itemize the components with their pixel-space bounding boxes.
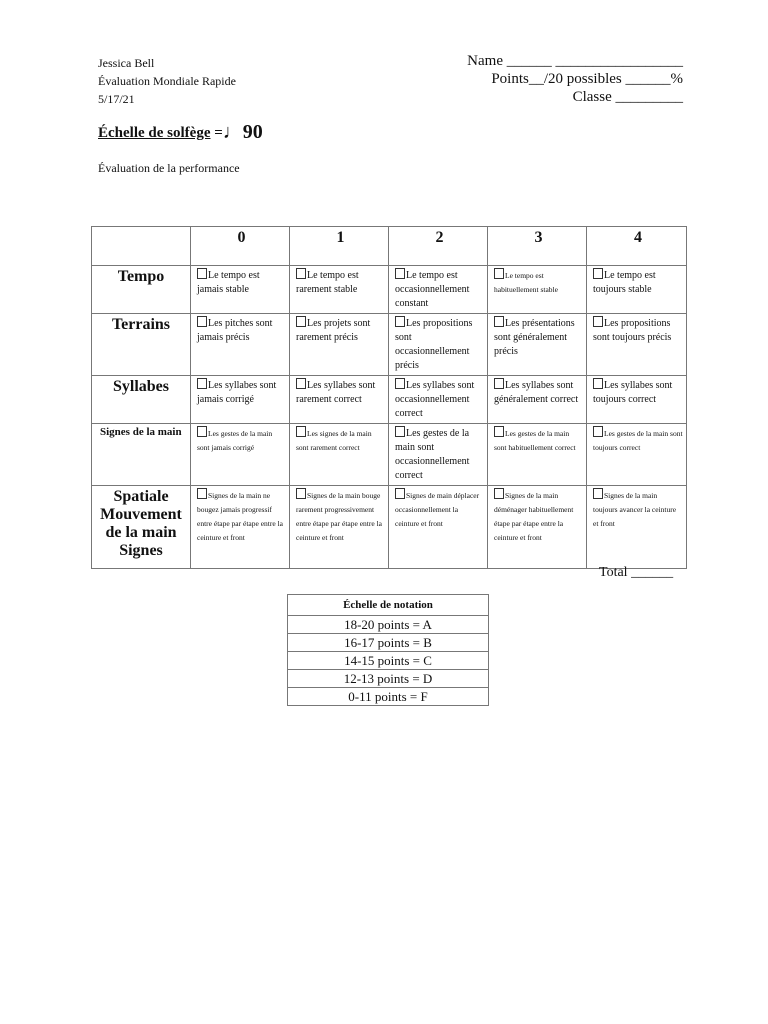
rubric-cell[interactable]: Les syllabes sont jamais corrigé bbox=[191, 376, 290, 424]
page-title bbox=[98, 120, 263, 143]
level-3: 3 bbox=[488, 227, 587, 266]
checkbox-icon[interactable] bbox=[494, 488, 504, 499]
grade-row: 18-20 points = A bbox=[288, 616, 489, 634]
class-field[interactable]: Classe _________ bbox=[572, 89, 683, 105]
grading-scale-table bbox=[287, 594, 489, 706]
checkbox-icon[interactable] bbox=[593, 378, 603, 389]
checkbox-icon[interactable] bbox=[197, 268, 207, 279]
criterion-spatial-movement: Spatiale Mouvement de la main Signes bbox=[92, 486, 191, 569]
student-info bbox=[98, 54, 236, 108]
checkbox-icon[interactable] bbox=[296, 426, 306, 437]
name-field[interactable]: Name ______ _________________ bbox=[467, 53, 683, 69]
rubric-cell[interactable]: Signes de main déplacer occasionnellement la ceinture et front bbox=[389, 486, 488, 569]
rubric-cell[interactable]: Les propositions sont occasionnellement précis bbox=[389, 314, 488, 376]
checkbox-icon[interactable] bbox=[197, 488, 207, 499]
rubric-row-tempo bbox=[92, 266, 687, 314]
checkbox-icon[interactable] bbox=[197, 316, 207, 327]
rubric-cell[interactable]: Les signes de la main sont rarement correct bbox=[290, 424, 389, 486]
rubric-cell[interactable]: Le tempo est jamais stable bbox=[191, 266, 290, 314]
points-field[interactable]: Points__/20 possibles ______% bbox=[491, 71, 683, 87]
checkbox-icon[interactable] bbox=[296, 268, 306, 279]
rubric-cell[interactable]: Les propositions sont toujours précis bbox=[587, 314, 687, 376]
grade-row: 12-13 points = D bbox=[288, 670, 489, 688]
rubric-row-hand-signs bbox=[92, 424, 687, 486]
checkbox-icon[interactable] bbox=[494, 378, 504, 389]
student-name: Jessica Bell bbox=[98, 56, 155, 70]
checkbox-icon[interactable] bbox=[494, 268, 504, 279]
rubric-cell[interactable]: Les gestes de la main sont habituellement correct bbox=[488, 424, 587, 486]
rubric-cell[interactable]: Le tempo est rarement stable bbox=[290, 266, 389, 314]
checkbox-icon[interactable] bbox=[296, 316, 306, 327]
checkbox-icon[interactable] bbox=[593, 426, 603, 437]
grade-row: 14-15 points = C bbox=[288, 652, 489, 670]
rubric-cell[interactable]: Signes de la main ne bougez jamais progressif entre étape par étape entre la ceinture et front bbox=[191, 486, 290, 569]
rubric-cell[interactable]: Signes de la main toujours avancer la ceinture et front bbox=[587, 486, 687, 569]
checkbox-icon[interactable] bbox=[395, 378, 405, 389]
checkbox-icon[interactable] bbox=[197, 426, 207, 437]
checkbox-icon[interactable] bbox=[395, 268, 405, 279]
tempo-equals: = bbox=[210, 125, 223, 141]
level-2: 2 bbox=[389, 227, 488, 266]
criterion-hand-signs: Signes de la main bbox=[92, 424, 191, 486]
assessment-name: Évaluation Mondiale Rapide bbox=[98, 74, 236, 88]
rubric-cell[interactable]: Les gestes de la main sont toujours correct bbox=[587, 424, 687, 486]
rubric-cell[interactable]: Les présentations sont généralement précis bbox=[488, 314, 587, 376]
rubric-cell[interactable]: Le tempo est habituellement stable bbox=[488, 266, 587, 314]
rubric-cell[interactable]: Signes de la main déménager habituellement étape par étape entre la ceinture et front bbox=[488, 486, 587, 569]
criterion-syllabes: Syllabes bbox=[92, 376, 191, 424]
rubric-cell[interactable]: Le tempo est toujours stable bbox=[587, 266, 687, 314]
rubric-row-syllabes bbox=[92, 376, 687, 424]
rubric-cell[interactable]: Les gestes de la main sont occasionnellement correct bbox=[389, 424, 488, 486]
checkbox-icon[interactable] bbox=[296, 488, 306, 499]
checkbox-icon[interactable] bbox=[296, 378, 306, 389]
assessment-date: 5/17/21 bbox=[98, 92, 135, 106]
rubric-cell[interactable]: Le tempo est occasionnellement constant bbox=[389, 266, 488, 314]
rubric-cell[interactable]: Les syllabes sont rarement correct bbox=[290, 376, 389, 424]
grade-row: 0-11 points = F bbox=[288, 688, 489, 706]
rubric-corner bbox=[92, 227, 191, 266]
rubric-header-row bbox=[92, 227, 687, 266]
tempo-bpm: 90 bbox=[242, 121, 263, 143]
criterion-terrains: Terrains bbox=[92, 314, 191, 376]
rubric-cell[interactable]: Les syllabes sont occasionnellement correct bbox=[389, 376, 488, 424]
rubric-table bbox=[91, 226, 687, 569]
level-1: 1 bbox=[290, 227, 389, 266]
rubric-cell[interactable]: Les gestes de la main sont jamais corrigé bbox=[191, 424, 290, 486]
rubric-row-spatial bbox=[92, 486, 687, 569]
level-4: 4 bbox=[587, 227, 687, 266]
grade-row: 16-17 points = B bbox=[288, 634, 489, 652]
rubric-cell[interactable]: Les pitches sont jamais précis bbox=[191, 314, 290, 376]
level-0: 0 bbox=[191, 227, 290, 266]
checkbox-icon[interactable] bbox=[395, 488, 405, 499]
title-text: Échelle de solfège bbox=[98, 125, 211, 141]
checkbox-icon[interactable] bbox=[593, 316, 603, 327]
rubric-cell[interactable]: Signes de la main bouge rarement progressivement entre étape par étape entre la ceinture et front bbox=[290, 486, 389, 569]
rubric-cell[interactable]: Les syllabes sont généralement correct bbox=[488, 376, 587, 424]
checkbox-icon[interactable] bbox=[593, 268, 603, 279]
rubric-cell[interactable]: Les projets sont rarement précis bbox=[290, 314, 389, 376]
total-field[interactable]: Total ______ bbox=[599, 565, 674, 580]
checkbox-icon[interactable] bbox=[197, 378, 207, 389]
checkbox-icon[interactable] bbox=[494, 426, 504, 437]
quarter-note-icon: ♩ bbox=[222, 121, 243, 143]
checkbox-icon[interactable] bbox=[494, 316, 504, 327]
checkbox-icon[interactable] bbox=[395, 426, 405, 437]
checkbox-icon[interactable] bbox=[395, 316, 405, 327]
rubric-row-terrains bbox=[92, 314, 687, 376]
section-label: Évaluation de la performance bbox=[98, 161, 240, 175]
grading-scale-title: Échelle de notation bbox=[288, 595, 489, 616]
score-fields bbox=[467, 52, 683, 106]
checkbox-icon[interactable] bbox=[593, 488, 603, 499]
rubric-cell[interactable]: Les syllabes sont toujours correct bbox=[587, 376, 687, 424]
criterion-tempo: Tempo bbox=[92, 266, 191, 314]
